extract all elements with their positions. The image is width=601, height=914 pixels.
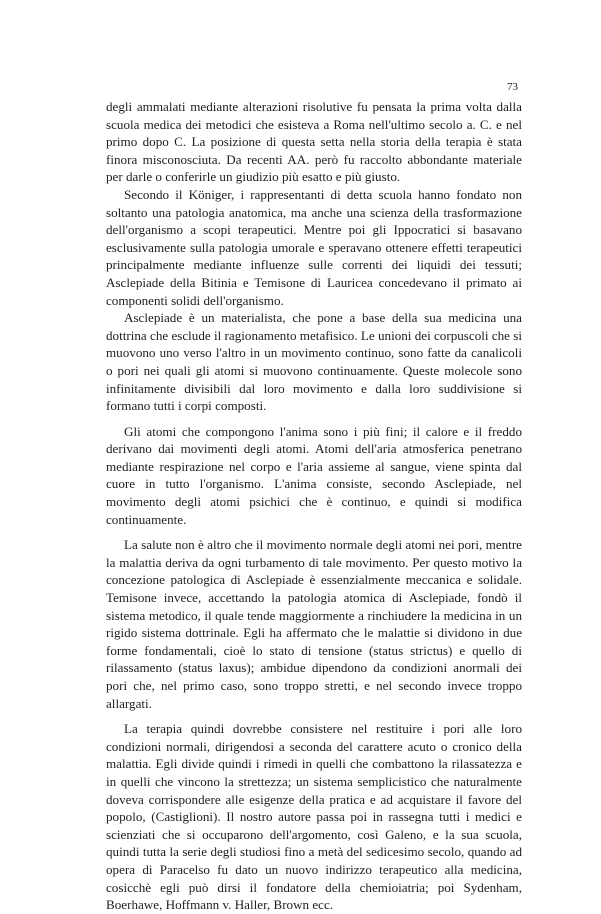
paragraph: Asclepiade è un materialista, che pone a base della sua medicina una dottrina che esclude il ragionamento metafisico. Le unioni dei corpuscoli che si muovono uno verso l'altro in un movimento continuo, sono fatte da canalicoli o pori nei quali gli atomi si muovono continuamente. Queste molecole sono infinitamente divisibili dal loro movimento e dalla loro suddivisione si formano tutti i corpi composti. [106,310,522,414]
paragraph: Secondo il Königer, i rappresentanti di detta scuola hanno fondato non soltanto una patologia anatomica, ma anche una scienza della trasformazione dell'organismo a scopi terapeutici. Mentre poi gli Ippocratici si basavano esclusivamente sulla patologia umorale e speravano ottenere effetti terapeutici principalmente mediante influenze sulle correnti dei liquidi dei tessuti; Asclepiade della Bitinia e Temisone di Lauricea concedevano il primato ai componenti solidi dell'organismo. [106,186,522,308]
paragraph: La salute non è altro che il movimento normale degli atomi nei pori, mentre la malattia deriva da ogni turbamento di tale movimento. Per questo motivo la concezione patologica di Asclepiade è essenzialmente meccanica e solidale. Temisone invece, accettando la patologia atomica di Asclepiade, fondò il sistema metodico, il quale tende maggiormente a rinchiudere la medicina in un rigido sistema dottrinale. Egli ha affermato che le malattie si dividono in due forme fondamentali, cioè lo stato di tensione (status strictus) e quello di rilassamento (status laxus); ambidue dipendono da condizioni anormali dei pori che, nel primo caso, sono troppo stretti, e nel secondo invece troppo allargati. [106,537,522,711]
paragraph: Gli atomi che compongono l'anima sono i più fini; il calore e il freddo derivano dai movimenti degli atomi. Atomi dell'aria atmosferica penetrano mediante respirazione nel corpo e l'aria assieme al sangue, viene spinta dal cuore in tutto l'organismo. L'anima consiste, secondo Asclepiade, nel movimento degli atomi psichici che è continuo, e quindi si modifica continuamente. [106,423,522,527]
paragraph: La terapia quindi dovrebbe consistere nel restituire i pori alle loro condizioni normali, dirigendosi a seconda del carattere acuto o cronico della malattia. Egli divide quindi i rimedi in quelli che combattono la rilassatezza e in quelli che vincono la strettezza; un sistema semplicistico che naturalmente doveva corrispondere alle esigenze della pratica e ad acquistare il favore del popolo, (Castiglioni). Il nostro autore passa poi in rassegna tutti i medici e scienziati che si occuparono dell'argomento, così Galeno, e la sua scuola, quindi tutta la serie degli studiosi fino a metà del sedicesimo secolo, quando ad opera di Paracelso fu dato un nuovo indirizzo terapeutico alla medicina, cosicchè egli può dirsi il fondatore della chemioiatria; poi Sydenham, Boerhawe, Hoffmann v. Haller, Brown ecc. [106,721,522,913]
paragraph: degli ammalati mediante alterazioni risolutive fu pensata la prima volta dalla scuola medica dei metodici che esisteva a Roma nell'ultimo secolo a. C. e nel primo dopo C. La posizione di questa setta nella storia della terapia è stata finora misconosciuta. Da recenti AA. però fu raccolto abbondante materiale per darle o conferirle un giudizio più esatto e più giusto. [106,99,522,185]
page-number: 73 [507,81,518,93]
body-text [106,98,522,914]
